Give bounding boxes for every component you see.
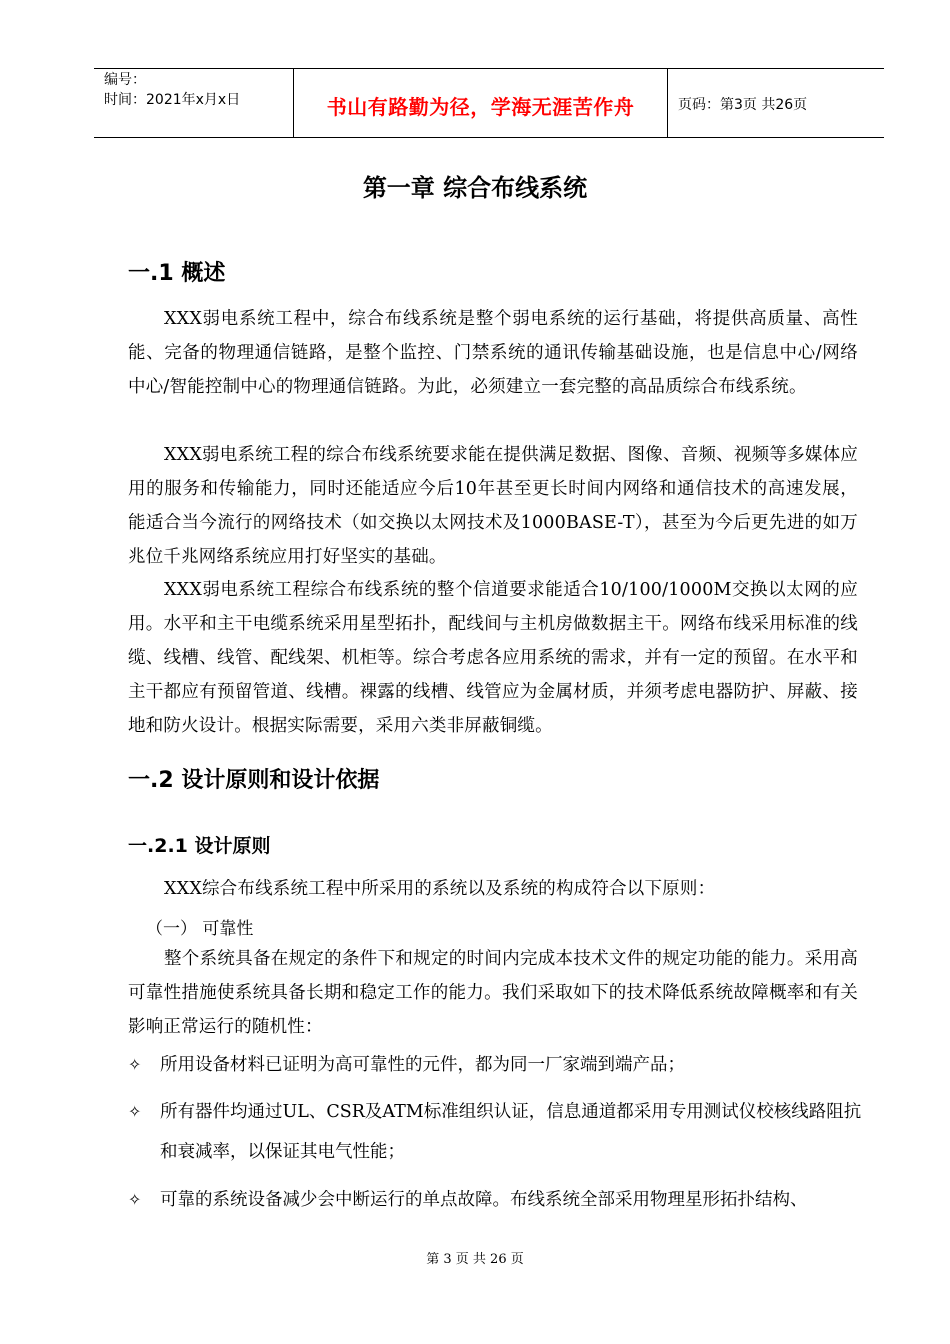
list-item xyxy=(128,1092,868,1172)
header-meta-cell xyxy=(94,69,294,137)
subsection-heading-principles: 一.2.1 设计原则 xyxy=(128,835,271,857)
chapter-title: 第一章 综合布线系统 xyxy=(362,174,588,202)
number-label: 编号： xyxy=(104,72,146,88)
document-header xyxy=(94,68,884,138)
slogan-text: 书山有路勤为径，学海无涯苦作舟 xyxy=(326,95,635,119)
diamond-bullet-icon: ✧ xyxy=(128,1102,142,1121)
list-item-text: 所用设备材料已证明为高可靠性的元件，都为同一厂家端到端产品； xyxy=(160,1055,685,1075)
paragraph-reliability: 整个系统具备在规定的条件下和规定的时间内完成本技术文件的规定功能的能力。采用高可靠性措施使系统具备长期和稳定工作的能力。我们采取如下的技术降低系统故障概率和有关影响正常运行的随机性： xyxy=(128,949,858,1037)
diamond-bullet-icon: ✧ xyxy=(128,1190,142,1209)
paragraph-overview-3: XXX弱电系统工程综合布线系统的整个信道要求能适合10/100/1000M交换以太网的应用。水平和主干电缆系统采用星型拓扑，配线间与主机房做数据主干。网络布线采用标准的线缆、线槽、线管、配线架、机柜等。综合考虑各应用系统的需求，并有一定的预留。在水平和主干都应有预留管道、线槽。裸露的线槽、线管应为金属材质，并须考虑电器防护、屏蔽、接地和防火设计。根据实际需要，采用六类非屏蔽铜缆。 xyxy=(128,580,858,736)
paragraph-overview-2: XXX弱电系统工程的综合布线系统要求能在提供满足数据、图像、音频、视频等多媒体应用的服务和传输能力，同时还能适应今后10年甚至更长时间内网络和通信技术的高速发展，能适合当今流行的网络技术（如交换以太网技术及1000BASE-T），甚至为今后更先进的如万兆位千兆网络系统应用打好坚实的基础。 xyxy=(128,445,858,567)
header-slogan-cell xyxy=(294,69,668,137)
paragraph-overview-1: XXX弱电系统工程中，综合布线系统是整个弱电系统的运行基础，将提供高质量、高性能、完备的物理通信链路，是整个监控、门禁系统的通讯传输基础设施，也是信息中心/网络中心/智能控制中心的物理通信链路。为此，必须建立一套完整的高品质综合布线系统。 xyxy=(128,309,858,397)
time-label: 时间：2021年x月x日 xyxy=(104,92,241,108)
list-item xyxy=(128,1045,868,1085)
header-page-cell xyxy=(668,69,884,137)
item-label-reliability: （一） 可靠性 xyxy=(146,919,254,939)
list-item-text: 所有器件均通过UL、CSR及ATM标准组织认证，信息通道都采用专用测试仪校核线路阻抗和衰减率，以保证其电气性能； xyxy=(160,1102,862,1162)
list-item xyxy=(128,1180,868,1220)
list-item-text: 可靠的系统设备减少会中断运行的单点故障。布线系统全部采用物理星形拓扑结构、 xyxy=(160,1190,808,1210)
section-heading-overview: 一.1 概述 xyxy=(128,261,226,286)
paragraph-principles-intro: XXX综合布线系统工程中所采用的系统以及系统的构成符合以下原则： xyxy=(164,879,716,899)
page-footer: 第 3 页 共 26 页 xyxy=(426,1252,524,1267)
diamond-bullet-icon: ✧ xyxy=(128,1055,142,1074)
section-heading-design: 一.2 设计原则和设计依据 xyxy=(128,768,380,793)
page-code: 页码：第3页 共26页 xyxy=(678,97,808,113)
